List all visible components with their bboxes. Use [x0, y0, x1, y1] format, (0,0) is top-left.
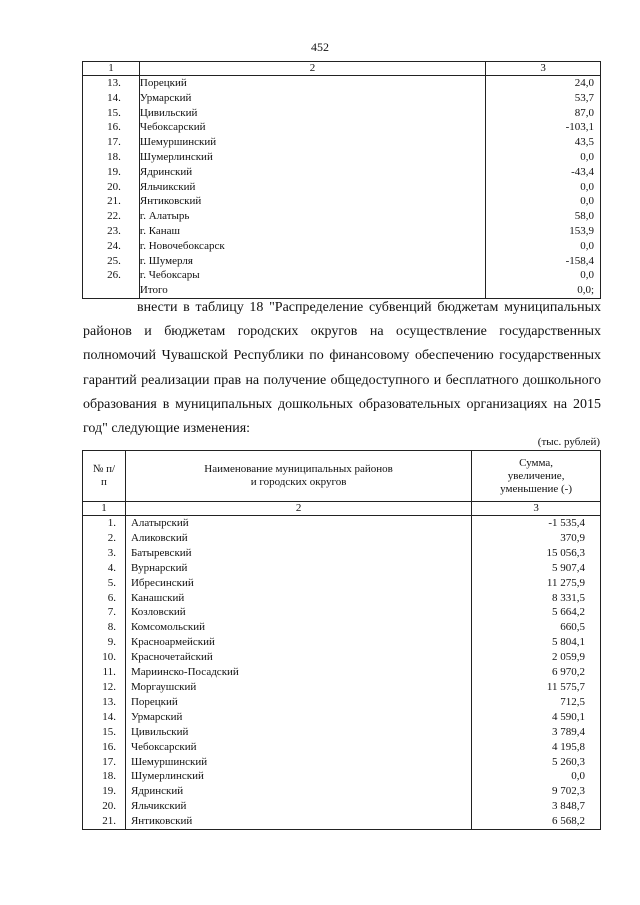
row-name: Урмарский	[125, 710, 471, 725]
table-row	[83, 120, 601, 135]
table-row	[83, 784, 601, 799]
table-row	[83, 254, 601, 269]
row-value: 0,0	[486, 194, 601, 209]
top-table-header-1: 1	[83, 62, 140, 76]
top-table	[82, 61, 601, 299]
row-name: Алатырский	[125, 516, 471, 531]
row-number: 7.	[83, 605, 126, 620]
row-number: 23.	[83, 224, 140, 239]
table-row	[83, 546, 601, 561]
row-number: 8.	[83, 620, 126, 635]
row-number: 9.	[83, 635, 126, 650]
row-name: Шемуршинский	[139, 135, 485, 150]
row-name: Комсомольский	[125, 620, 471, 635]
row-name: Красночетайский	[125, 650, 471, 665]
row-value: 3 789,4	[472, 725, 601, 740]
table-row	[83, 650, 601, 665]
table-row	[83, 695, 601, 710]
row-value: 6 970,2	[472, 665, 601, 680]
row-name: Ибресинский	[125, 576, 471, 591]
row-number: 20.	[83, 180, 140, 195]
row-number: 18.	[83, 769, 126, 784]
row-name: Шумерлинский	[139, 150, 485, 165]
row-number: 20.	[83, 799, 126, 814]
table-row	[83, 740, 601, 755]
table-row	[83, 180, 601, 195]
row-value: 370,9	[472, 531, 601, 546]
row-number: 15.	[83, 106, 140, 121]
row-name: г. Чебоксары	[139, 268, 485, 283]
table-row	[83, 755, 601, 770]
row-number: 13.	[83, 695, 126, 710]
row-value: 58,0	[486, 209, 601, 224]
row-name: Яльчикский	[139, 180, 485, 195]
row-number: 26.	[83, 268, 140, 283]
row-value: 0,0	[472, 769, 601, 784]
row-value: 9 702,3	[472, 784, 601, 799]
row-number: 5.	[83, 576, 126, 591]
row-value: 0,0;	[486, 283, 601, 298]
header-sum-line2: увеличение,	[507, 469, 565, 482]
row-name: Янтиковский	[139, 194, 485, 209]
table-row	[83, 635, 601, 650]
header-sum	[472, 451, 601, 502]
row-value: 87,0	[486, 106, 601, 121]
page-number: 452	[311, 40, 329, 54]
row-value: -158,4	[486, 254, 601, 269]
row-value: 15 056,3	[472, 546, 601, 561]
table-row	[83, 620, 601, 635]
row-number: 12.	[83, 680, 126, 695]
row-name: Красноармейский	[125, 635, 471, 650]
table-row	[83, 710, 601, 725]
row-number: 25.	[83, 254, 140, 269]
row-value: 11 575,7	[472, 680, 601, 695]
row-name: Мариинско-Посадский	[125, 665, 471, 680]
row-name: г. Новочебоксарск	[139, 239, 485, 254]
table-row	[83, 769, 601, 784]
row-name: г. Канаш	[139, 224, 485, 239]
row-number: 16.	[83, 740, 126, 755]
row-value: 4 195,8	[472, 740, 601, 755]
row-number: 3.	[83, 546, 126, 561]
row-name: Ядринский	[139, 165, 485, 180]
table-row	[83, 665, 601, 680]
header-name	[125, 451, 471, 502]
row-name: Ядринский	[125, 784, 471, 799]
header-sum-line3: уменьшение (-)	[500, 482, 573, 495]
row-name: Итого	[139, 283, 485, 298]
table-row	[83, 561, 601, 576]
main-table-body	[83, 516, 601, 830]
row-name: Чебоксарский	[125, 740, 471, 755]
row-value: 8 331,5	[472, 591, 601, 606]
row-number: 1.	[83, 516, 126, 531]
table-row	[83, 605, 601, 620]
table-row	[83, 150, 601, 165]
table-row	[83, 268, 601, 283]
top-table-header-2: 2	[139, 62, 485, 76]
row-number: 17.	[83, 135, 140, 150]
table-row	[83, 516, 601, 531]
row-value: 3 848,7	[472, 799, 601, 814]
amendment-paragraph: внести в таблицу 18 "Распределение субвенций бюджетам муниципальных районов и бюджетам городских округов на осуществление государственных полномочий Чувашской Республики по финансовому обеспечению государственных гарантий реализации прав на получение общедоступного и бесплатного дошкольного образования в муниципальных дошкольных образовательных организациях на 2015 год" следующие изменения:	[83, 300, 601, 437]
row-value: 5 907,4	[472, 561, 601, 576]
row-name: Шемуршинский	[125, 755, 471, 770]
row-number: 15.	[83, 725, 126, 740]
row-name: Чебоксарский	[139, 120, 485, 135]
row-value: -1 535,4	[472, 516, 601, 531]
main-table	[82, 450, 601, 830]
top-table-header-row	[83, 62, 601, 76]
header-name-line1: Наименование муниципальных районов	[204, 463, 393, 475]
table-row	[83, 680, 601, 695]
table-row	[83, 239, 601, 254]
row-name: Козловский	[125, 605, 471, 620]
table-row	[83, 194, 601, 209]
row-number: 10.	[83, 650, 126, 665]
row-value: 0,0	[486, 268, 601, 283]
row-number: 14.	[83, 91, 140, 106]
row-name: Цивильский	[139, 106, 485, 121]
row-value: 712,5	[472, 695, 601, 710]
table-row	[83, 814, 601, 829]
index-col-3: 3	[472, 502, 601, 516]
table-row	[83, 531, 601, 546]
row-value: 24,0	[486, 76, 601, 91]
table-row	[83, 224, 601, 239]
row-name: Порецкий	[125, 695, 471, 710]
row-value: 660,5	[472, 620, 601, 635]
table-row	[83, 76, 601, 91]
row-value: 0,0	[486, 180, 601, 195]
row-name: Моргаушский	[125, 680, 471, 695]
row-name: Цивильский	[125, 725, 471, 740]
units-label: (тыс. рублей)	[537, 436, 600, 448]
row-number: 11.	[83, 665, 126, 680]
row-name: Вурнарский	[125, 561, 471, 576]
table-row	[83, 209, 601, 224]
row-name: Канашский	[125, 591, 471, 606]
table-row	[83, 576, 601, 591]
header-name-line2: и городских округов	[250, 476, 347, 488]
row-number: 22.	[83, 209, 140, 224]
row-value: 5 804,1	[472, 635, 601, 650]
main-table-index-row	[83, 502, 601, 516]
row-number: 24.	[83, 239, 140, 254]
table-row	[83, 725, 601, 740]
row-name: Батыревский	[125, 546, 471, 561]
row-number: 21.	[83, 814, 126, 829]
row-value: 2 059,9	[472, 650, 601, 665]
index-col-2: 2	[125, 502, 471, 516]
row-value: 0,0	[486, 239, 601, 254]
row-value: -103,1	[486, 120, 601, 135]
row-value: 6 568,2	[472, 814, 601, 829]
row-value: 43,5	[486, 135, 601, 150]
row-name: г. Алатырь	[139, 209, 485, 224]
row-name: г. Шумерля	[139, 254, 485, 269]
row-number: 4.	[83, 561, 126, 576]
row-name: Порецкий	[139, 76, 485, 91]
row-number: 13.	[83, 76, 140, 91]
row-number: 19.	[83, 784, 126, 799]
row-value: 5 664,2	[472, 605, 601, 620]
row-number: 2.	[83, 531, 126, 546]
row-value: 53,7	[486, 91, 601, 106]
row-name: Урмарский	[139, 91, 485, 106]
top-table-body	[83, 76, 601, 299]
table-row	[83, 165, 601, 180]
row-number: 6.	[83, 591, 126, 606]
row-name: Янтиковский	[125, 814, 471, 829]
row-value: 153,9	[486, 224, 601, 239]
row-number: 16.	[83, 120, 140, 135]
table-row	[83, 106, 601, 121]
row-number: 19.	[83, 165, 140, 180]
row-value: 4 590,1	[472, 710, 601, 725]
row-number: 14.	[83, 710, 126, 725]
row-value: 11 275,9	[472, 576, 601, 591]
table-row	[83, 591, 601, 606]
row-value: 0,0	[486, 150, 601, 165]
main-table-header-row	[83, 451, 601, 502]
row-number: 18.	[83, 150, 140, 165]
header-sum-line1: Сумма,	[519, 456, 554, 469]
header-number	[83, 451, 126, 502]
index-col-1: 1	[83, 502, 126, 516]
row-number: 17.	[83, 755, 126, 770]
row-number: 21.	[83, 194, 140, 209]
row-name: Аликовский	[125, 531, 471, 546]
top-table-header-3: 3	[486, 62, 601, 76]
row-name: Шумерлинский	[125, 769, 471, 784]
row-value: -43,4	[486, 165, 601, 180]
table-row	[83, 135, 601, 150]
table-row	[83, 799, 601, 814]
row-value: 5 260,3	[472, 755, 601, 770]
header-number-text: № п/п	[92, 463, 116, 488]
table-row	[83, 91, 601, 106]
row-name: Яльчикский	[125, 799, 471, 814]
